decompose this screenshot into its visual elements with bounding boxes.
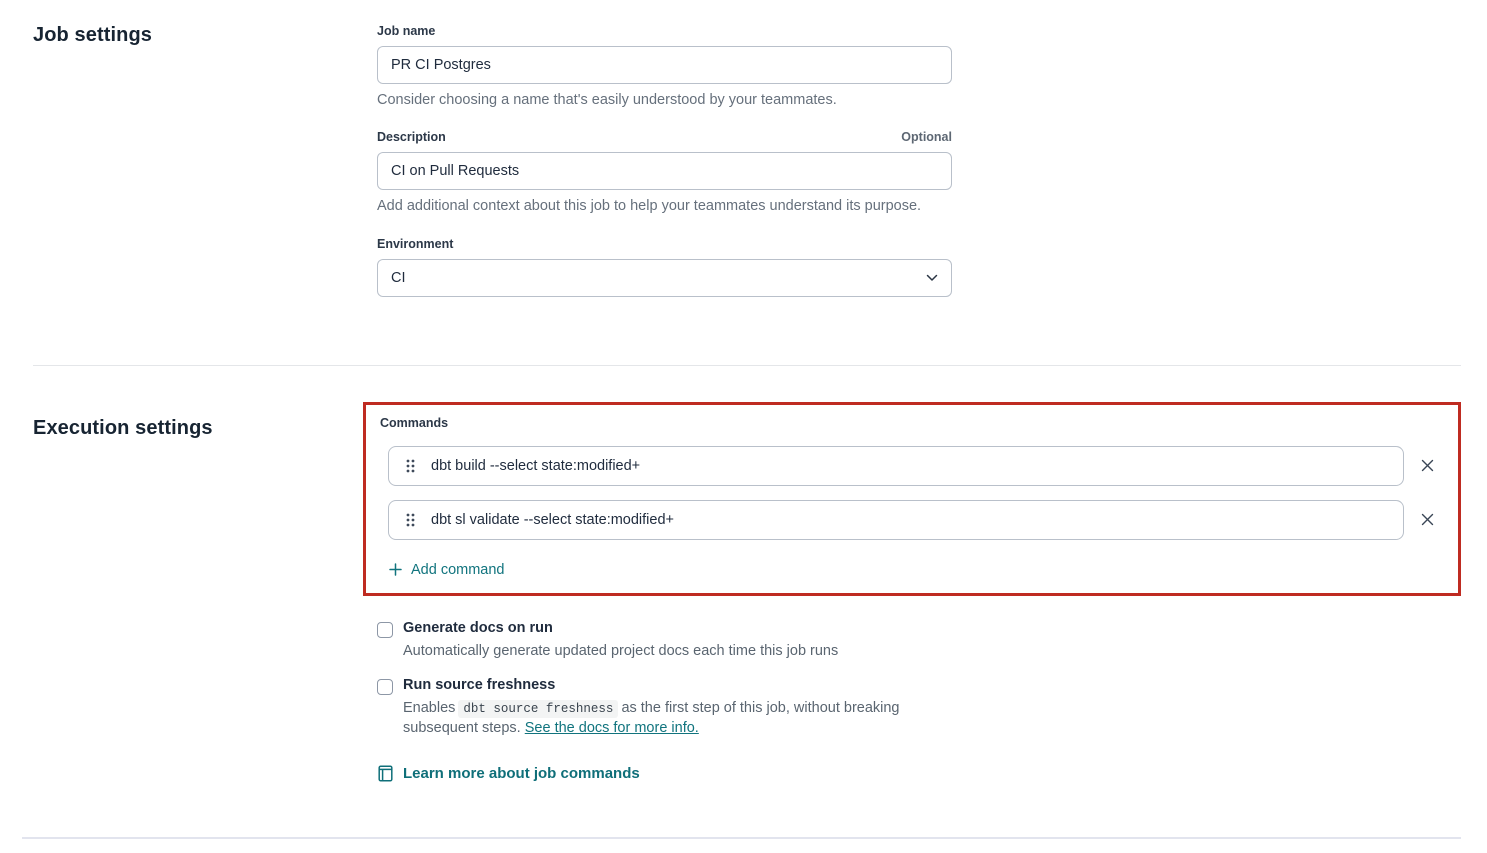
description-label-row: [377, 130, 952, 144]
execution-settings-heading-column: [33, 402, 377, 440]
command-input-container: [388, 500, 1404, 540]
plus-icon: [389, 563, 402, 576]
environment-field: [377, 237, 952, 297]
job-settings-form: [377, 24, 1461, 318]
book-icon: [378, 765, 393, 782]
generate-docs-body: [403, 620, 838, 661]
environment-selected-value: CI: [391, 269, 406, 286]
job-name-input[interactable]: [377, 46, 952, 84]
learn-more-label: Learn more about job commands: [403, 765, 640, 783]
execution-settings-form: [377, 402, 1461, 788]
see-docs-link[interactable]: See the docs for more info.: [524, 720, 699, 737]
freshness-help-suffix: as the first step of this job, without breaking subsequent steps.: [403, 699, 900, 737]
freshness-help-prefix: Enables: [403, 699, 456, 716]
learn-more-link[interactable]: [378, 765, 640, 782]
execution-settings-heading: Execution settings: [33, 416, 213, 439]
run-source-freshness-label[interactable]: Run source freshness: [403, 676, 556, 693]
add-command-label: Add command: [411, 561, 505, 578]
drag-handle-icon[interactable]: [389, 501, 431, 539]
run-source-freshness-body: [403, 677, 940, 739]
drag-handle-icon[interactable]: [389, 447, 431, 485]
generate-docs-row: [377, 620, 1461, 661]
description-label: Description: [377, 130, 446, 145]
command-input-container: [388, 446, 1404, 486]
close-icon: [1420, 458, 1435, 473]
section-execution-settings: [33, 402, 1461, 788]
environment-label: Environment: [377, 236, 454, 251]
section-divider: [33, 365, 1461, 366]
job-name-label-row: [377, 24, 952, 38]
optional-badge: Optional: [901, 130, 952, 145]
description-field: [377, 130, 952, 215]
command-input[interactable]: [431, 458, 1403, 474]
description-input[interactable]: [377, 152, 952, 190]
job-name-label: Job name: [377, 24, 436, 38]
job-settings-heading-column: [33, 24, 377, 47]
commands-label: Commands: [380, 415, 449, 430]
run-source-freshness-checkbox[interactable]: [377, 679, 393, 695]
section-job-settings: [33, 24, 1461, 318]
command-input[interactable]: [431, 512, 1403, 528]
freshness-code-snippet: dbt source freshness: [458, 700, 618, 718]
run-source-freshness-row: [377, 677, 1461, 739]
remove-command-button[interactable]: [1404, 500, 1450, 540]
job-name-help: Consider choosing a name that's easily understood by your teammates.: [377, 92, 837, 108]
remove-command-button[interactable]: [1404, 446, 1450, 486]
job-name-field: [377, 24, 952, 109]
generate-docs-label[interactable]: Generate docs on run: [403, 620, 553, 637]
commands-highlight-box: [363, 402, 1461, 597]
environment-label-row: [377, 237, 952, 251]
add-command-button[interactable]: [389, 562, 505, 578]
job-settings-heading: Job settings: [33, 24, 152, 46]
environment-select[interactable]: [377, 259, 952, 297]
close-icon: [1420, 512, 1435, 527]
description-help: Add additional context about this job to help your teammates understand its purpose.: [377, 198, 922, 215]
generate-docs-help: Automatically generate updated project docs each time this job runs: [403, 643, 839, 660]
generate-docs-checkbox[interactable]: [377, 622, 393, 638]
command-row: [388, 446, 1450, 486]
chevron-down-icon: [926, 274, 938, 282]
run-source-freshness-help: [403, 698, 940, 739]
bottom-divider: [22, 837, 1461, 839]
command-row: [388, 500, 1450, 540]
